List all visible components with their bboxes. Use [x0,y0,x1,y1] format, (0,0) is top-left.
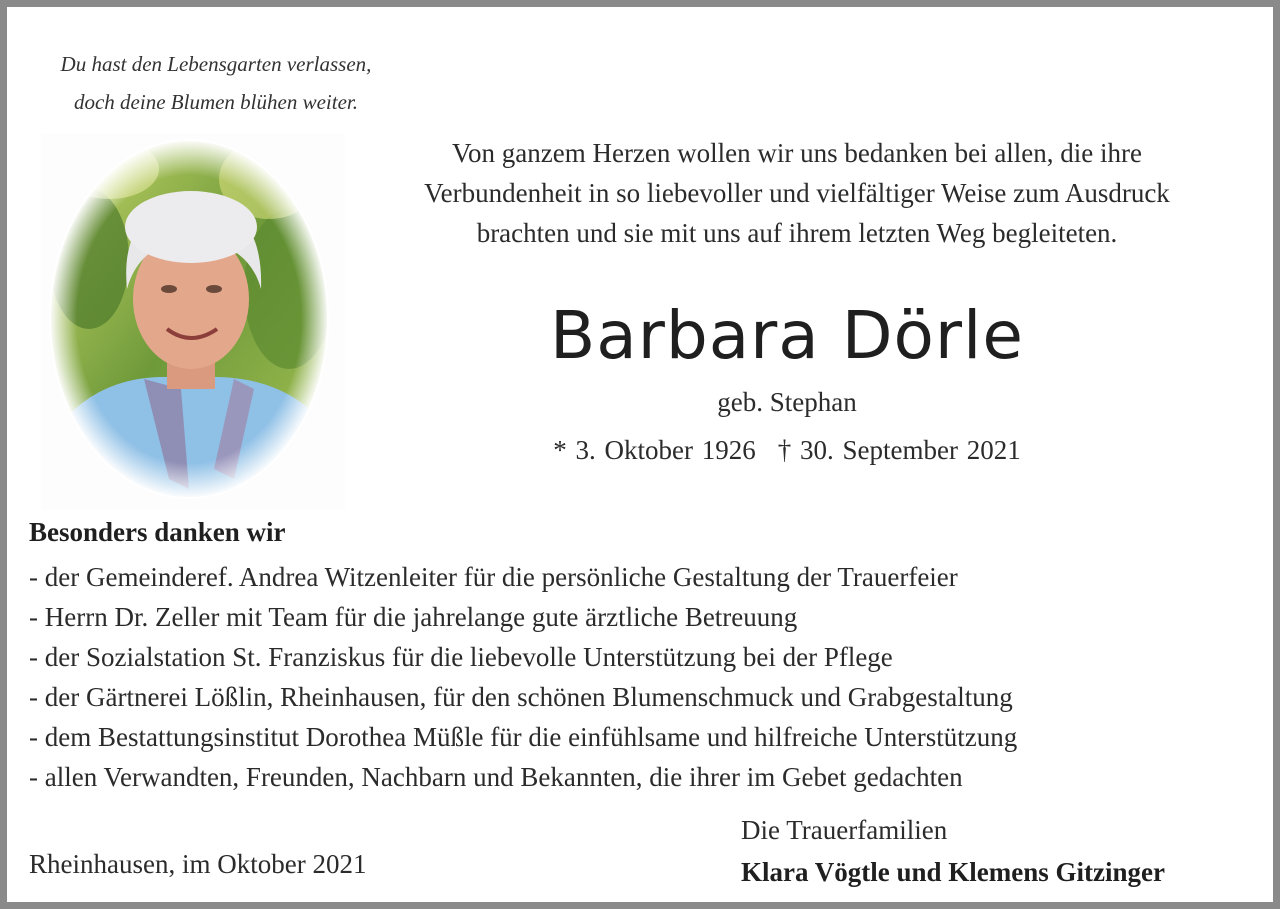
deceased-name: Barbara Dörle [549,297,1025,374]
portrait-photo [49,139,329,499]
thanks-item: - allen Verwandten, Freunden, Nachbarn und Bekannten, die ihrer im Gebet gedachten [29,762,963,792]
intro-line-1: Von ganzem Herzen wollen wir uns bedanken bei allen, die ihre [451,138,1143,168]
thanks-item: - Herrn Dr. Zeller mit Team für die jahrelange gute ärztliche Betreuung [29,602,798,632]
maiden-name: geb. Stephan [717,387,857,417]
thanks-item: - der Gemeinderef. Andrea Witzenleiter für die persönliche Gestaltung der Trauerfeier [29,562,958,592]
death-date: † 30. September 2021 [777,435,1021,465]
thanks-list [29,557,1017,797]
thanks-item: - der Sozialstation St. Franziskus für die liebevolle Unterstützung bei der Pflege [29,642,893,672]
motto-line-1: Du hast den Lebensgarten verlassen, [60,52,372,76]
motto-line-2: doch deine Blumen blühen weiter. [73,90,358,114]
family-names: Klara Vögtle und Klemens Gitzinger [741,857,1165,887]
motto [21,45,411,121]
family-label: Die Trauerfamilien [741,815,948,845]
intro-text [337,133,1257,253]
thanks-item: - der Gärtnerei Lößlin, Rheinhausen, für den schönen Blumenschmuck und Grabgestaltung [29,682,1013,712]
life-dates [447,435,1127,466]
thanks-heading: Besonders danken wir [29,517,286,547]
intro-line-2: Verbundenheit in so liebevoller und vielfältiger Weise zum Ausdruck [424,178,1170,208]
place-date: Rheinhausen, im Oktober 2021 [29,849,367,879]
portrait-frame [41,133,345,509]
birth-date: * 3. Oktober 1926 [553,435,756,465]
thanks-item: - dem Bestattungsinstitut Dorothea Müßle für die einfühlsame und hilfreiche Unterstützung [29,722,1018,752]
intro-line-3: brachten und sie mit uns auf ihrem letzten Weg begleiteten. [476,218,1118,248]
